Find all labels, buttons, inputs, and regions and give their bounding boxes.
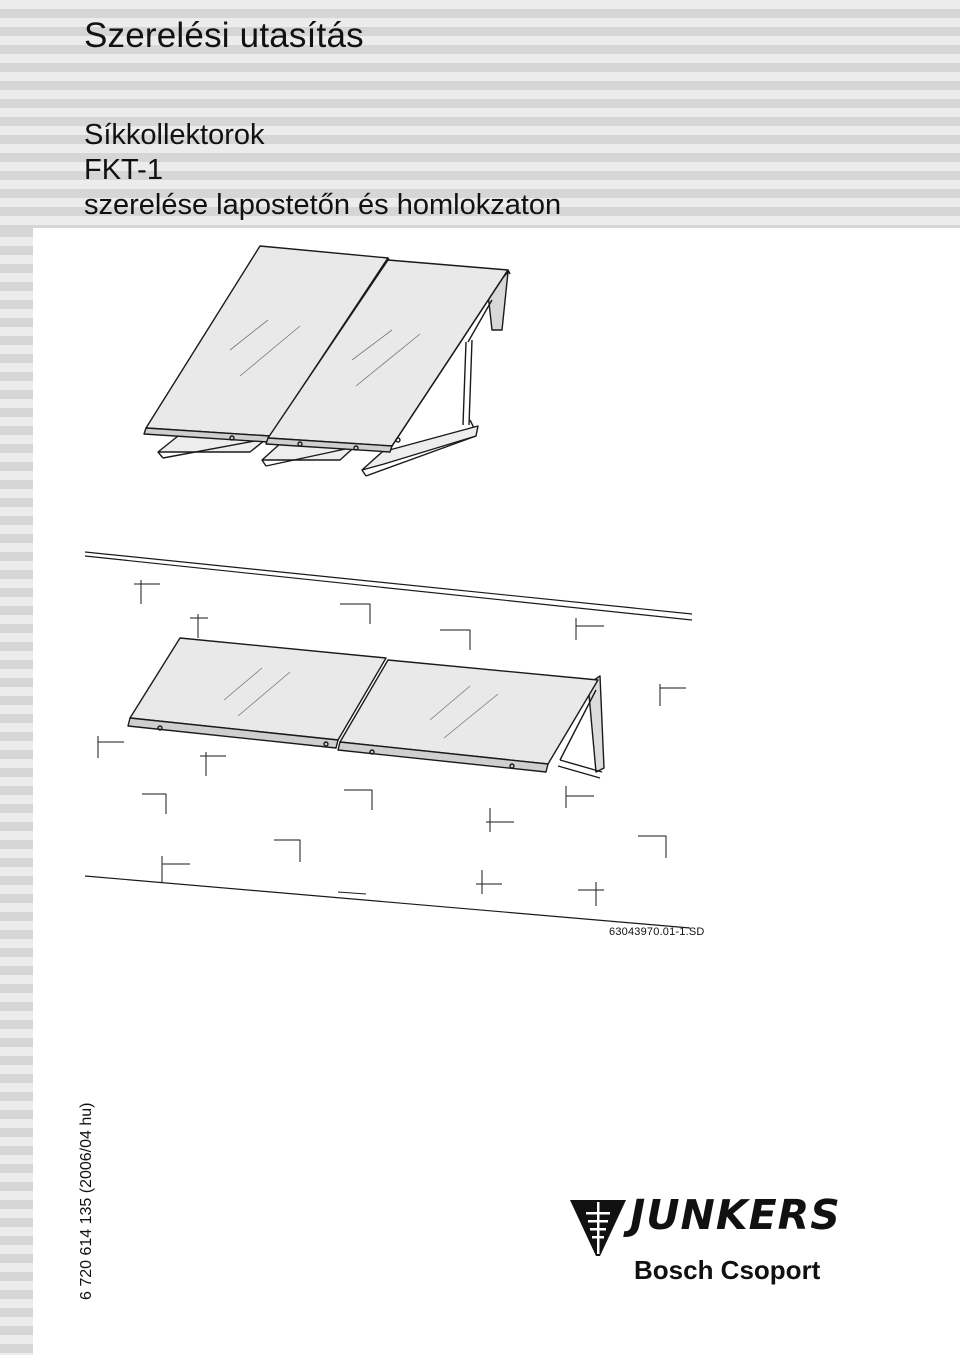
collector-illustration xyxy=(33,228,960,948)
document-subtitle xyxy=(84,118,561,222)
subtitle-line-mounting: szerelése lapostetőn és homlokzaton xyxy=(84,188,562,221)
figure-reference: 63043970.01-1.SD xyxy=(609,926,705,938)
flat-roof-assembly xyxy=(144,246,510,476)
logo-brand-name: JUNKERS xyxy=(630,1191,841,1239)
striped-left-margin xyxy=(0,228,33,1355)
logo-tagline: Bosch Csoport xyxy=(634,1255,821,1285)
document-title: Szerelési utasítás xyxy=(84,16,364,55)
facade-assembly xyxy=(128,638,604,778)
document-number: 6 720 614 135 (2006/04 hu) xyxy=(78,1102,95,1300)
junkers-logo xyxy=(570,1191,882,1293)
subtitle-line-model: FKT-1 xyxy=(84,153,163,186)
subtitle-line-product: Síkkollektorok xyxy=(84,119,265,151)
junkers-emblem-icon xyxy=(570,1198,626,1258)
